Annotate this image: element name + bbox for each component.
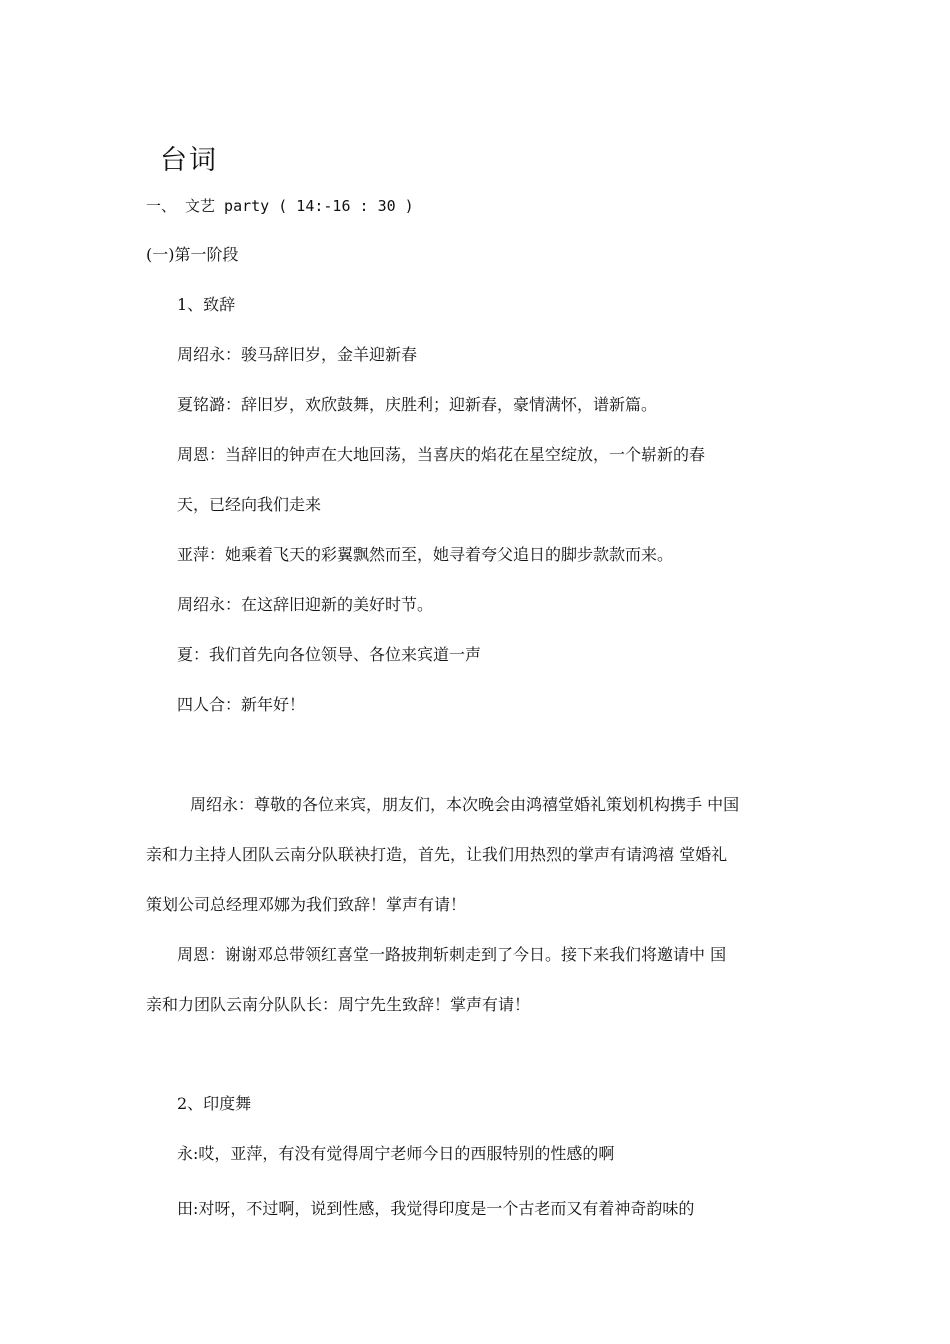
script-line: 周绍永：在这辞旧迎新的美好时节。 (177, 595, 434, 614)
script-line: 夏铭潞：辞旧岁，欢欣鼓舞，庆胜利；迎新春，豪情满怀，谱新篇。 (177, 395, 658, 414)
script-line: 天，已经向我们走来 (177, 495, 322, 514)
paragraph-line: 周恩：谢谢邓总带领红喜堂一路披荆斩刺走到了今日。接下来我们将邀请中 国 (177, 945, 727, 964)
script-line: 永:哎，亚萍，有没有觉得周宁老师今日的西服特别的性感的啊 (177, 1144, 615, 1163)
paragraph-line: 策划公司总经理邓娜为我们致辞！掌声有请！ (146, 895, 467, 914)
script-line: 田:对呀，不过啊，说到性感，我觉得印度是一个古老而又有着神奇韵味的 (177, 1199, 695, 1218)
script-line: 夏：我们首先向各位领导、各位来宾道一声 (177, 645, 482, 664)
section-heading: 一、 文艺 party ( 14:-16 : 30 ) (146, 197, 414, 215)
paragraph-line: 亲和力主持人团队云南分队联袂打造，首先，让我们用热烈的掌声有请鸿禧 堂婚礼 (146, 845, 728, 864)
item-heading-1: 1、致辞 (177, 295, 236, 314)
stage-heading: (一)第一阶段 (146, 245, 239, 264)
item-heading-2: 2、印度舞 (177, 1094, 252, 1113)
paragraph-line: 周绍永：尊敬的各位来宾，朋友们，本次晚会由鸿禧堂婚礼策划机构携手 中国 (190, 795, 740, 814)
page-title: 台词 (160, 145, 218, 176)
script-line: 四人合：新年好！ (177, 695, 306, 714)
script-line: 周绍永：骏马辞旧岁，金羊迎新春 (177, 345, 418, 364)
script-line: 亚萍：她乘着飞天的彩翼飘然而至，她寻着夸父追日的脚步款款而来。 (177, 545, 674, 564)
script-line: 周恩：当辞旧的钟声在大地回荡，当喜庆的焰花在星空绽放，一个崭新的春 (177, 445, 706, 464)
paragraph-line: 亲和力团队云南分队队长：周宁先生致辞！掌声有请！ (146, 995, 531, 1014)
